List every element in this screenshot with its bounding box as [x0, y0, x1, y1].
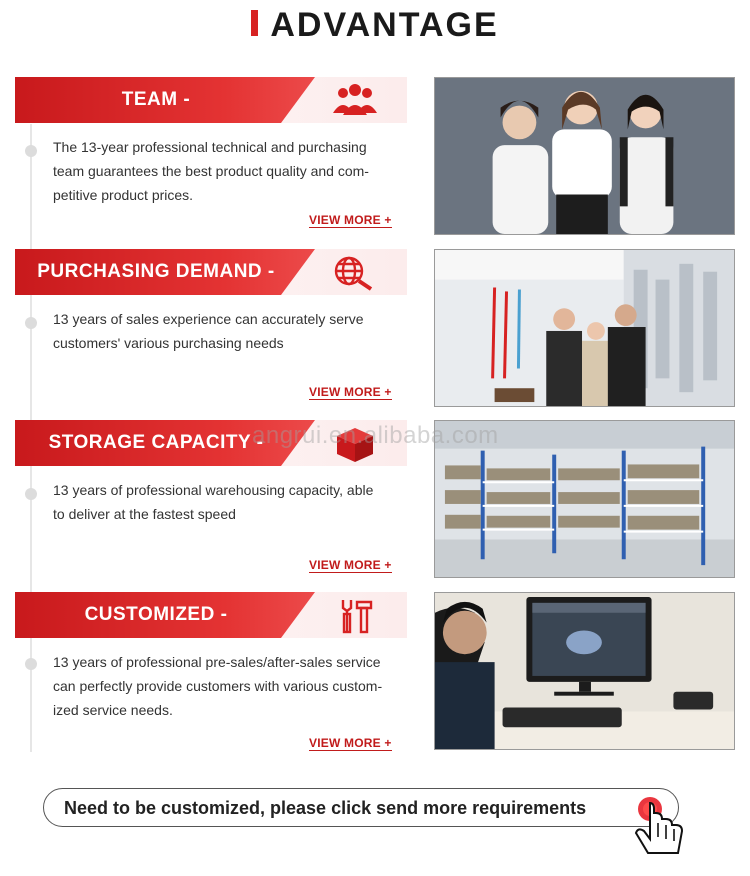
- design-workstation-photo: [434, 592, 735, 750]
- hand-pointer-icon: [632, 793, 692, 861]
- watermark: angrui.en.alibaba.com: [252, 422, 499, 449]
- title-accent-bar: [251, 10, 258, 36]
- send-requirements-button[interactable]: [43, 788, 679, 827]
- page-title-text: ADVANTAGE: [270, 6, 499, 44]
- section-team: [0, 77, 750, 249]
- view-more-link[interactable]: VIEW MORE +: [309, 385, 392, 399]
- section-title: PURCHASING DEMAND -: [37, 261, 275, 282]
- page-title: [0, 6, 750, 45]
- section-description: 13 years of professional warehousing capacity, able to deliver at the fastest speed: [53, 482, 374, 522]
- timeline-dot: [25, 317, 37, 329]
- section-customized: [0, 592, 750, 764]
- tools-icon: [325, 596, 385, 634]
- cta-label: Need to be customized, please click send more requirements: [64, 798, 587, 818]
- globe-search-icon: [325, 253, 385, 291]
- section-title: CUSTOMIZED -: [84, 604, 228, 625]
- view-more-link[interactable]: VIEW MORE +: [309, 558, 392, 572]
- trade-show-photo: [434, 249, 735, 407]
- view-more-link[interactable]: VIEW MORE +: [309, 736, 392, 750]
- section-description: The 13-year professional technical and purchasing team guarantees the best product quality and com- petitive product prices.: [53, 139, 369, 203]
- team-photo: [434, 77, 735, 235]
- timeline-dot: [25, 658, 37, 670]
- section-purchasing-demand: [0, 249, 750, 421]
- section-title: TEAM -: [121, 89, 191, 110]
- section-banner: [15, 77, 407, 123]
- section-banner: [15, 249, 407, 295]
- section-description: 13 years of sales experience can accurately serve customers' various purchasing needs: [53, 311, 364, 351]
- team-icon: [325, 81, 385, 119]
- timeline-dot: [25, 145, 37, 157]
- section-description: 13 years of professional pre-sales/after-sales service can perfectly provide customers with various custom- ized service needs.: [53, 654, 383, 718]
- timeline-dot: [25, 488, 37, 500]
- section-banner: [15, 592, 407, 638]
- view-more-link[interactable]: VIEW MORE +: [309, 213, 392, 227]
- section-title: STORAGE CAPACITY -: [48, 432, 264, 453]
